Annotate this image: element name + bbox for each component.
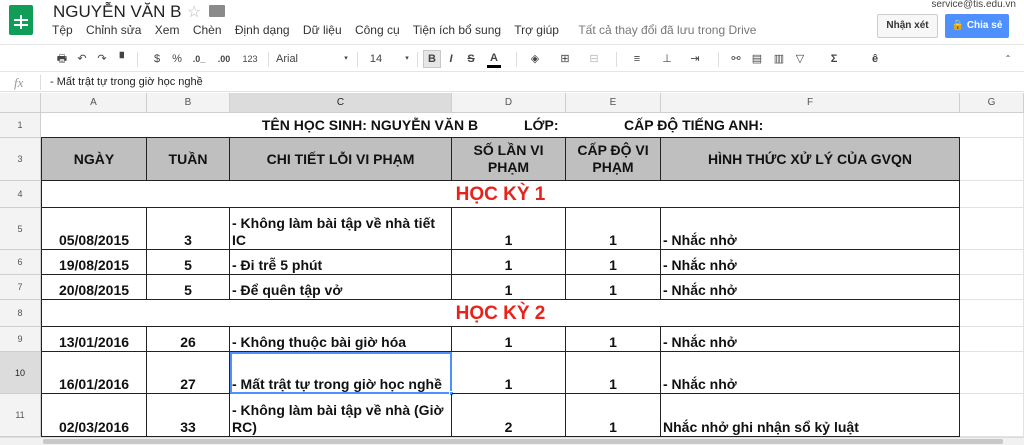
vertical-align-icon[interactable]: ⊥ <box>662 53 672 65</box>
count-cell[interactable]: 1 <box>452 275 566 300</box>
date-cell[interactable]: 05/08/2015 <box>41 208 147 250</box>
menu-data[interactable]: Dữ liệu <box>302 23 342 37</box>
row-header[interactable]: 3 <box>0 138 41 181</box>
row-header[interactable]: 11 <box>0 394 41 437</box>
redo-icon[interactable]: ↷ <box>97 53 107 65</box>
date-cell[interactable]: 16/01/2016 <box>41 352 147 394</box>
level-cell[interactable]: 1 <box>566 275 661 300</box>
percent-button[interactable]: % <box>172 53 182 65</box>
menu-addons[interactable]: Tiện ích bổ sung <box>412 23 502 37</box>
menu-help[interactable]: Trợ giúp <box>514 23 559 37</box>
row-header[interactable]: 9 <box>0 327 41 352</box>
empty-cell[interactable] <box>960 113 1024 138</box>
toolbar-divider <box>616 52 617 67</box>
row-header[interactable]: 6 <box>0 250 41 275</box>
column-header-g[interactable]: G <box>960 93 1024 113</box>
week-cell[interactable]: 3 <box>147 208 230 250</box>
week-cell[interactable]: 5 <box>147 275 230 300</box>
empty-cell[interactable] <box>960 208 1024 250</box>
column-header-b[interactable]: B <box>147 93 230 113</box>
header-count[interactable]: SỐ LẦN VI PHẠM <box>452 138 566 181</box>
date-cell[interactable]: 20/08/2015 <box>41 275 147 300</box>
print-icon[interactable]: 🖶 <box>56 53 68 65</box>
functions-button[interactable]: Σ <box>830 53 838 65</box>
toolbar-divider <box>718 52 719 67</box>
decrease-decimal-button[interactable]: .0_ <box>192 54 206 64</box>
borders-icon[interactable]: ⊞ <box>560 53 570 65</box>
level-cell[interactable]: 1 <box>566 208 661 250</box>
menu-view[interactable]: Xem <box>154 23 180 37</box>
count-cell[interactable]: 1 <box>452 327 566 352</box>
document-title[interactable]: NGUYỄN VĂN B <box>53 2 182 21</box>
empty-cell[interactable] <box>960 327 1024 352</box>
empty-cell[interactable] <box>960 250 1024 275</box>
toolbar-divider <box>417 52 418 67</box>
menu-edit[interactable]: Chỉnh sửa <box>86 23 142 37</box>
menu-bar <box>52 23 766 39</box>
row-header[interactable]: 5 <box>0 208 41 250</box>
collapse-icon[interactable]: ⌃ <box>1004 54 1012 63</box>
input-tools-button[interactable]: ê <box>871 53 879 65</box>
chevron-down-icon[interactable]: ▾ <box>344 55 348 62</box>
font-size-select[interactable]: 14 <box>369 53 383 65</box>
row-header[interactable]: 10 <box>0 352 41 394</box>
fill-color-icon[interactable]: ◈ <box>530 53 540 65</box>
share-label: Chia sẻ <box>966 20 1003 31</box>
row-header[interactable]: 1 <box>0 113 41 138</box>
comment-icon[interactable]: ▤ <box>751 53 763 65</box>
date-cell[interactable]: 19/08/2015 <box>41 250 147 275</box>
count-cell[interactable]: 1 <box>452 352 566 394</box>
italic-button[interactable]: I <box>449 53 453 65</box>
column-header-f[interactable]: F <box>661 93 960 113</box>
semester-1-label[interactable]: HỌC KỲ 1 <box>41 181 960 208</box>
action-cell[interactable]: - Nhắc nhở <box>661 208 960 250</box>
column-header-a[interactable]: A <box>41 93 147 113</box>
selected-detail-cell[interactable]: - Mất trật tự trong giờ học nghề <box>230 352 452 394</box>
font-family-select[interactable]: Arial <box>276 53 299 65</box>
chevron-down-icon[interactable]: ▾ <box>405 55 409 62</box>
fx-icon: fx <box>14 75 24 90</box>
action-cell[interactable]: - Nhắc nhở <box>661 250 960 275</box>
toolbar-divider <box>137 52 138 67</box>
sheets-logo-icon[interactable] <box>9 5 33 35</box>
week-cell[interactable]: 26 <box>147 327 230 352</box>
column-header-c[interactable]: C <box>230 93 452 113</box>
chart-icon[interactable]: ▥ <box>773 53 785 65</box>
filter-icon[interactable]: ▽ <box>795 53 805 65</box>
detail-cell[interactable]: - Không làm bài tập về nhà tiết IC <box>230 208 452 250</box>
title-bar <box>0 0 1024 42</box>
currency-button[interactable]: $ <box>153 53 161 65</box>
level-cell[interactable]: 1 <box>566 352 661 394</box>
row-header[interactable]: 4 <box>0 181 41 208</box>
menu-file[interactable]: Tệp <box>52 23 73 37</box>
bold-button[interactable]: B <box>423 50 441 68</box>
date-cell[interactable]: 02/03/2016 <box>41 394 147 437</box>
share-button[interactable]: 🔒 Chia sẻ <box>945 14 1009 38</box>
semester-2-label[interactable]: HỌC KỲ 2 <box>41 300 960 327</box>
detail-cell[interactable]: - Để quên tập vở <box>230 275 452 300</box>
header-action[interactable]: HÌNH THỨC XỬ LÝ CỦA GVQN <box>661 138 960 181</box>
level-cell[interactable]: 1 <box>566 394 661 437</box>
toolbar-divider <box>516 52 517 67</box>
detail-cell[interactable]: - Không thuộc bài giờ hóa <box>230 327 452 352</box>
horizontal-align-icon[interactable]: ≡ <box>633 53 641 65</box>
week-cell[interactable]: 33 <box>147 394 230 437</box>
merge-cells-icon[interactable]: ⊟ <box>589 53 599 65</box>
comments-button[interactable]: Nhận xét <box>877 14 938 38</box>
more-formats-button[interactable]: 123 <box>242 54 258 64</box>
count-cell[interactable]: 1 <box>452 250 566 275</box>
detail-cell[interactable]: - Đi trễ 5 phút <box>230 250 452 275</box>
header-week[interactable]: TUẦN <box>147 138 230 181</box>
toolbar-divider <box>357 52 358 67</box>
class-label-cell[interactable]: LỚP: <box>524 116 559 133</box>
link-icon[interactable]: ⚯ <box>731 53 741 65</box>
empty-cell[interactable] <box>960 181 1024 208</box>
action-cell[interactable]: - Nhắc nhở <box>661 352 960 394</box>
undo-icon[interactable]: ↶ <box>77 53 87 65</box>
increase-decimal-button[interactable]: .00 <box>217 54 231 64</box>
action-cell[interactable]: Nhắc nhở ghi nhận sổ kỷ luật <box>661 394 960 437</box>
toolbar <box>0 44 1024 72</box>
level-cell[interactable]: 1 <box>566 250 661 275</box>
detail-cell[interactable]: - Không làm bài tập về nhà (Giờ RC) <box>230 394 452 437</box>
column-header-e[interactable]: E <box>566 93 661 113</box>
level-cell[interactable]: 1 <box>566 327 661 352</box>
save-status[interactable]: Tất cả thay đổi đã lưu trong Drive <box>578 23 757 37</box>
header-detail[interactable]: CHI TIẾT LỖI VI PHẠM <box>230 138 452 181</box>
header-date[interactable]: NGÀY <box>41 138 147 181</box>
week-cell[interactable]: 27 <box>147 352 230 394</box>
week-cell[interactable]: 5 <box>147 250 230 275</box>
date-cell[interactable]: 13/01/2016 <box>41 327 147 352</box>
folder-icon[interactable] <box>209 5 225 17</box>
level-label-cell[interactable]: CẤP ĐỘ TIẾNG ANH: <box>624 116 764 133</box>
empty-cell[interactable] <box>960 138 1024 181</box>
formula-bar <box>0 73 1024 92</box>
formula-input[interactable]: - Mất trật tự trong giờ học nghề <box>50 76 203 88</box>
count-cell[interactable]: 1 <box>452 208 566 250</box>
text-wrap-icon[interactable]: ⇥ <box>690 53 700 65</box>
student-name-cell[interactable]: TÊN HỌC SINH: NGUYỄN VĂN B <box>261 116 479 133</box>
formula-divider <box>40 75 41 90</box>
select-all-corner[interactable] <box>0 93 41 113</box>
column-header-d[interactable]: D <box>452 93 566 113</box>
empty-cell[interactable] <box>960 394 1024 437</box>
paint-format-icon[interactable]: ▘ <box>119 53 129 65</box>
scrollbar-thumb[interactable] <box>43 439 1003 444</box>
empty-cell[interactable] <box>960 275 1024 300</box>
action-cell[interactable]: - Nhắc nhở <box>661 275 960 300</box>
action-cell[interactable]: - Nhắc nhở <box>661 327 960 352</box>
header-level[interactable]: CẤP ĐỘ VI PHẠM <box>566 138 661 181</box>
menu-insert[interactable]: Chèn <box>192 23 222 37</box>
row-header[interactable]: 7 <box>0 275 41 300</box>
star-icon[interactable]: ☆ <box>187 4 202 21</box>
account-email[interactable]: service@tis.edu.vn <box>931 0 1016 10</box>
toolbar-divider <box>268 52 269 67</box>
row-header[interactable]: 8 <box>0 300 41 327</box>
menu-format[interactable]: Định dạng <box>234 23 290 37</box>
empty-cell[interactable] <box>960 300 1024 327</box>
menu-tools[interactable]: Công cụ <box>354 23 400 37</box>
text-color-button[interactable]: A <box>487 51 501 68</box>
empty-cell[interactable] <box>960 352 1024 394</box>
count-cell[interactable]: 2 <box>452 394 566 437</box>
strikethrough-button[interactable]: S <box>467 53 475 65</box>
